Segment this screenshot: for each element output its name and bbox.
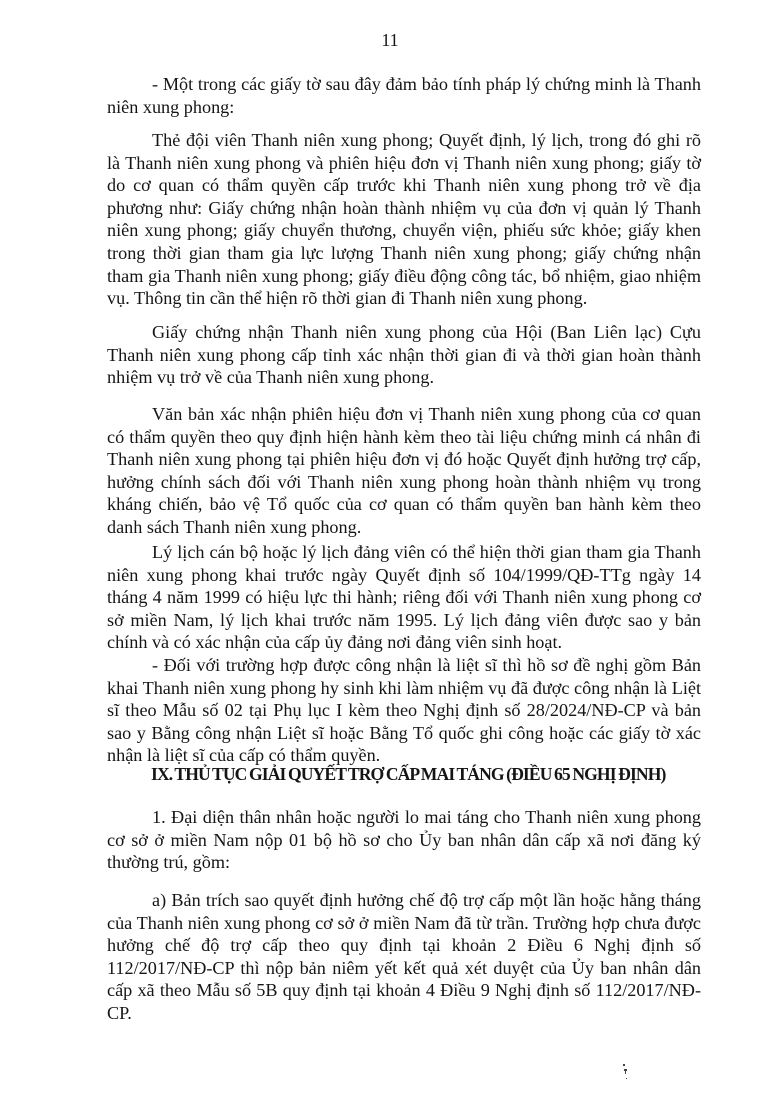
page-number: 11 (381, 30, 399, 50)
paragraph-unit-confirmation: Văn bản xác nhận phiên hiệu đơn vị Thanh niên xung phong của cơ quan có thẩm quyền theo quy định hiện hành kèm theo tài liệu chứng minh cá nhân đi Thanh niên xung phong tại phiên hiệu đơn vị đó hoặc Quyết định hưởng trợ cấp, hưởng chính sách đối với Thanh niên xung phong hoàn thành nhiệm vụ trong kháng chiến, bảo vệ Tổ quốc của cơ quan có thẩm quyền ban hành kèm theo danh sách Thanh niên xung phong. (107, 404, 701, 537)
paragraph-required-documents-a: a) Bản trích sao quyết định hưởng chế độ trợ cấp một lần hoặc hằng tháng của Thanh niên xung phong cơ sở ở miền Nam đã từ trần. Trường hợp chưa được hưởng chế độ trợ cấp theo quy định tại khoản 2 Điều 6 Nghị định số 112/2017/NĐ-CP thì nộp bản niêm yết kết quả xét duyệt của Ủy ban nhân dân cấp xã theo Mẫu số 5B quy định tại khoản 4 Điều 9 Nghị định số 112/2017/NĐ-CP. (107, 890, 701, 1023)
paragraph-legal-documents-intro: - Một trong các giấy tờ sau đây đảm bảo tính pháp lý chứng minh là Thanh niên xung phong: (107, 74, 701, 117)
paragraph-association-certificate: Giấy chứng nhận Thanh niên xung phong của Hội (Ban Liên lạc) Cựu Thanh niên xung phong cấp tỉnh xác nhận thời gian đi và thời gian hoàn thành nhiệm vụ trở về của Thanh niên xung phong. (107, 322, 701, 388)
paragraph-membership-documents: Thẻ đội viên Thanh niên xung phong; Quyết định, lý lịch, trong đó ghi rõ là Thanh niên xung phong và phiên hiệu đơn vị Thanh niên xung phong; giấy tờ do cơ quan có thẩm quyền cấp trước khi Thanh niên xung phong trở về địa phương như: Giấy chứng nhận hoàn thành nhiệm vụ của đơn vị quản lý Thanh niên xung phong; giấy chuyển thương, chuyển viện, phiếu sức khỏe; giấy khen trong thời gian tham gia lực lượng Thanh niên xung phong; giấy chứng nhận tham gia Thanh niên xung phong; giấy điều động công tác, bổ nhiệm, giao nhiệm vụ. Thông tin cần thể hiện rõ thời gian đi Thanh niên xung phong. (107, 130, 701, 309)
paragraph-filing-procedure: 1. Đại diện thân nhân hoặc người lo mai táng cho Thanh niên xung phong cơ sở ở miền Nam nộp 01 bộ hồ sơ cho Ủy ban nhân dân cấp xã nơi đăng ký thường trú, gồm: (107, 807, 701, 873)
paragraph-martyr-case: - Đối với trường hợp được công nhận là liệt sĩ thì hồ sơ đề nghị gồm Bản khai Thanh niên xung phong hy sinh khi làm nhiệm vụ đã được công nhận là Liệt sĩ theo Mẫu số 02 tại Phụ lục I kèm theo Nghị định số 28/2024/NĐ-CP và bản sao y Bằng công nhận Liệt sĩ hoặc Bằng Tổ quốc ghi công hoặc các giấy tờ xác nhận là liệt sĩ của cấp có thẩm quyền. (107, 655, 701, 766)
section-heading: IX. THỦ TỤC GIẢI QUYẾT TRỢ CẤP MAI TÁNG (ĐIỀU 65 NGHỊ ĐỊNH) (151, 764, 666, 784)
scan-artifact (623, 1064, 628, 1082)
paragraph-personal-history: Lý lịch cán bộ hoặc lý lịch đảng viên có thể hiện thời gian tham gia Thanh niên xung phong khai trước ngày Quyết định số 104/1999/QĐ-TTg ngày 14 tháng 4 năm 1999 có hiệu lực thi hành; riêng đối với Thanh niên xung phong cơ sở miền Nam, lý lịch khai trước năm 1995. Lý lịch đảng viên được sao y bản chính và có xác nhận của cấp ủy đảng nơi đảng viên sinh hoạt. (107, 542, 701, 653)
